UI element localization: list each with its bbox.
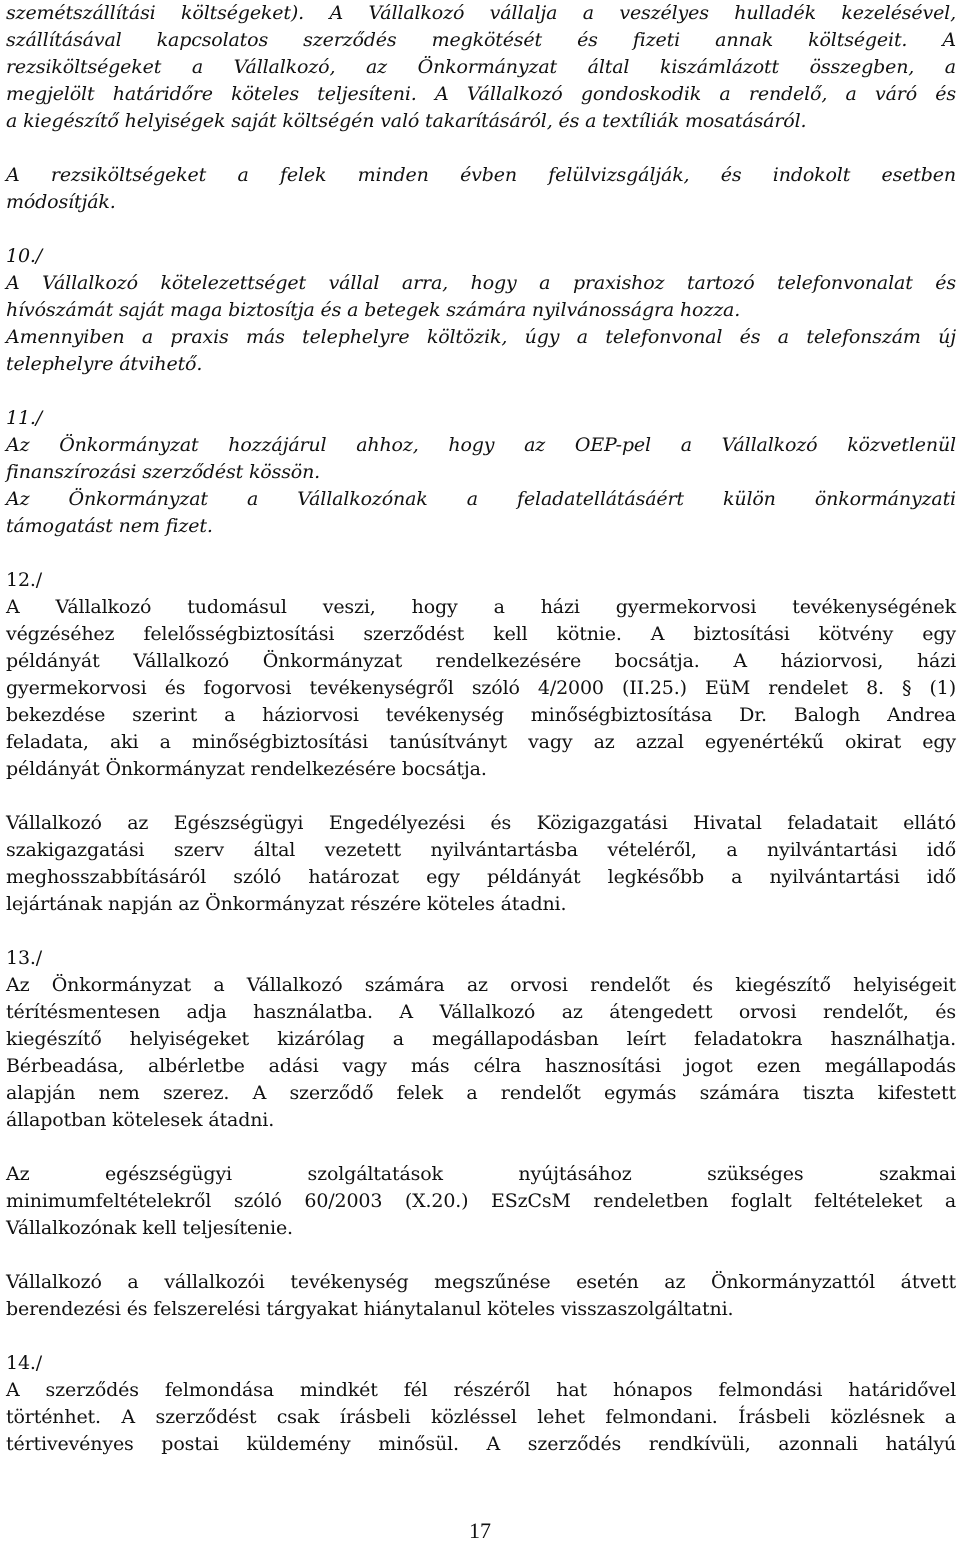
section-11-heading: 11./ (6, 407, 43, 429)
section-13-heading: 13./ (6, 947, 43, 969)
text-line: A Vállalkozó kötelezettséget vállal arra, hogy a praxishoz tartozó telefonvonalat és (6, 272, 956, 294)
text-line: berendezési és felszerelési tárgyakat hiánytalanul köteles visszaszolgáltatni. (6, 1298, 734, 1320)
text-line: támogatást nem fizet. (6, 515, 213, 537)
text-line: példányát Vállalkozó Önkormányzat rendelkezésére bocsátja. A háziorvosi, házi (6, 650, 956, 672)
section-14-heading: 14./ (6, 1352, 43, 1374)
section-10-heading: 10./ (6, 245, 43, 267)
text-line: szállításával kapcsolatos szerződés megkötését és fizeti annak költségeit. A (6, 29, 956, 51)
text-line: térítésmentesen adja használatba. A Vállalkozó az átengedett orvosi rendelőt, és (6, 1001, 956, 1023)
page-number: 17 (469, 1518, 491, 1543)
paragraph-megszunes (6, 1269, 956, 1323)
text-line: rezsiköltségeket a Vállalkozó, az Önkormányzat által kiszámlázott összegben, a (6, 56, 956, 78)
text-line: Az Önkormányzat a Vállalkozónak a feladatellátásáért külön önkormányzati (6, 488, 956, 510)
text-line: Vállalkozó a vállalkozói tevékenység megszűnése esetén az Önkormányzattól átvett (6, 1271, 956, 1293)
paragraph-rezsikoltsegek (6, 162, 956, 216)
text-line: Vállalkozónak kell teljesítenie. (6, 1217, 293, 1239)
text-line: minimumfeltételekről szóló 60/2003 (X.20.) ESzCsM rendeletben foglalt feltételeket a (6, 1190, 956, 1212)
text-line: történhet. A szerződést csak írásbeli közléssel lehet felmondani. Írásbeli közlésnek a (6, 1406, 956, 1428)
section-11-body (6, 432, 956, 540)
text-line: megjelölt határidőre köteles teljesíteni. A Vállalkozó gondoskodik a rendelő, a váró és (6, 83, 956, 105)
paragraph-intro (6, 0, 956, 135)
text-line: módosítják. (6, 191, 116, 213)
text-line: Vállalkozó az Egészségügyi Engedélyezési és Közigazgatási Hivatal feladatait ellátó (6, 812, 956, 834)
paragraph-nyilvantartas (6, 810, 956, 918)
section-10-body (6, 270, 956, 378)
text-line: állapotban kötelesek átadni. (6, 1109, 275, 1131)
text-line: kiegészítő helyiségeket kizárólag a megállapodásban leírt feladatokra használhatja. (6, 1028, 956, 1050)
text-line: Amennyiben a praxis más telephelyre költözik, úgy a telefonvonal és a telefonszám új (6, 326, 956, 348)
text-line: gyermekorvosi és fogorvosi tevékenységről szóló 4/2000 (II.25.) EüM rendelet 8. § (1) (6, 677, 956, 699)
text-line: meghosszabbításáról szóló határozat egy példányát legkésőbb a nyilvántartási idő (6, 866, 956, 888)
section-12-body (6, 594, 956, 783)
text-line: A szerződés felmondása mindkét fél részéről hat hónapos felmondási határidővel (6, 1379, 956, 1401)
text-line: Az egészségügyi szolgáltatások nyújtásához szükséges szakmai (6, 1163, 956, 1185)
text-line: A rezsiköltségeket a felek minden évben felülvizsgálják, és indokolt esetben (6, 164, 956, 186)
section-13-body (6, 972, 956, 1134)
text-line: feladata, aki a minőségbiztosítási tanúsítványt vagy az azzal egyenértékű okirat egy (6, 731, 956, 753)
text-line: tértivevényes postai küldemény minősül. A szerződés rendkívüli, azonnali hatályú (6, 1433, 956, 1455)
text-line: Az Önkormányzat hozzájárul ahhoz, hogy az OEP-pel a Vállalkozó közvetlenül (6, 434, 956, 456)
text-line: a kiegészítő helyiségek saját költségén való takarításáról, és a textíliák mosatásáról. (6, 110, 807, 132)
text-line: Bérbeadása, albérletbe adási vagy más célra hasznosítási jogot ezen megállapodás (6, 1055, 956, 1077)
document-page (6, 0, 956, 1458)
text-line: lejártának napján az Önkormányzat részére köteles átadni. (6, 893, 567, 915)
text-line: szakigazgatási szerv által vezetett nyilvántartásba vételéről, a nyilvántartási idő (6, 839, 956, 861)
text-line: A Vállalkozó tudomásul veszi, hogy a házi gyermekorvosi tevékenységének (6, 596, 956, 618)
section-14-body (6, 1377, 956, 1458)
text-line: telephelyre átvihető. (6, 353, 203, 375)
paragraph-minimumfeltetelek (6, 1161, 956, 1242)
text-line: bekezdése szerint a háziorvosi tevékenység minőségbiztosítása Dr. Balogh Andrea (6, 704, 956, 726)
text-line: példányát Önkormányzat rendelkezésére bocsátja. (6, 758, 487, 780)
section-12-heading: 12./ (6, 569, 43, 591)
text-line: alapján nem szerez. A szerződő felek a rendelőt egymás számára tiszta kifestett (6, 1082, 956, 1104)
text-line: végzéséhez felelősségbiztosítási szerződést kell kötnie. A biztosítási kötvény egy (6, 623, 956, 645)
text-line: szemétszállítási költségeket). A Vállalkozó vállalja a veszélyes hulladék kezelésével, (6, 2, 956, 24)
text-line: hívószámát saját maga biztosítja és a betegek számára nyilvánosságra hozza. (6, 299, 741, 321)
text-line: finanszírozási szerződést kössön. (6, 461, 321, 483)
text-line: Az Önkormányzat a Vállalkozó számára az orvosi rendelőt és kiegészítő helyiségeit (6, 974, 956, 996)
